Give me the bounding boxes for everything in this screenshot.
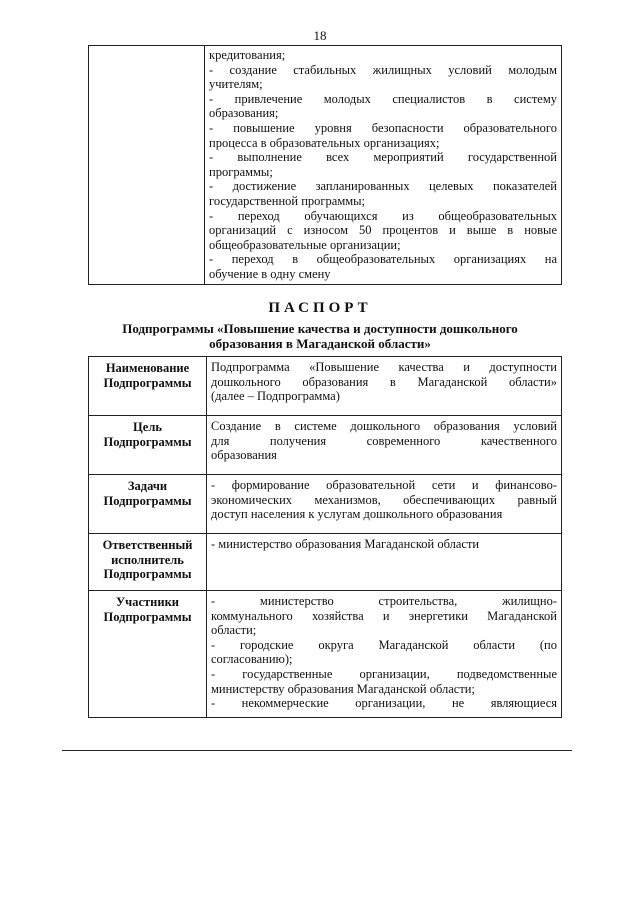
text-line: коммунального хозяйства и энергетики Магаданской [211,608,557,623]
table-row [89,591,562,718]
row-value [207,534,562,591]
label-line: Наименование [105,361,190,375]
passport-subtitle-line: Подпрограммы «Повышение качества и доступности дошкольного [122,321,518,336]
passport-table [88,356,562,718]
label-line: Подпрограммы [103,493,192,508]
text-line: образования [211,448,277,463]
empty-label-cell [89,46,205,285]
text-line: для получения современного качественного [211,433,557,448]
row-label [89,357,207,416]
text-line: образования; [209,106,279,121]
row-value [207,416,562,475]
text-line: учителям; [209,77,263,92]
text-line: - формирование образовательной сети и финансово- [211,478,557,492]
passport-title: ПАСПОРТ [268,300,372,316]
text-line: согласованию); [211,652,293,667]
text-line: - министерство образования Магаданской области [211,537,480,551]
continued-content-cell [205,46,562,285]
row-label [89,475,207,534]
label-line: Задачи [127,479,168,493]
text-line: министерству образования Магаданской области; [211,681,475,696]
text-line: государственной программы; [209,193,366,208]
table-row [89,534,562,591]
row-value [207,475,562,534]
text-line: общеобразовательные организации; [209,237,401,252]
text-line: области; [211,623,257,638]
table-row [89,416,562,475]
table-row [89,46,562,285]
text-line: процесса в образовательных организациях; [209,135,440,150]
text-line: - создание стабильных жилищных условий молодым [209,62,557,77]
text-line: - выполнение всех мероприятий государственной [209,150,557,165]
continued-table [88,45,562,285]
label-line: Подпрограммы [103,375,192,390]
row-label [89,416,207,475]
page-number: 18 [313,28,327,43]
text-line: кредитования; [209,48,286,62]
label-line: Участники [116,595,179,609]
table-row [89,357,562,416]
label-line: Ответственный [102,538,193,552]
label-line: Подпрограммы [103,567,192,582]
page-divider [62,750,572,751]
text-line: Создание в системе дошкольного образования условий [211,419,557,433]
passport-subtitle-line: образования в Магаданской области» [209,336,431,351]
text-line: доступ населения к услугам дошкольного образования [211,507,503,522]
passport-heading [0,300,640,351]
label-line: Подпрограммы [103,434,192,449]
text-line: - городские округа Магаданской области (по [211,637,557,652]
row-value [207,591,562,718]
text-line: - переход в общеобразовательных организациях на [209,252,557,267]
text-line: обучение в одну смену [209,266,331,281]
label-line: Цель [133,420,162,434]
row-label [89,534,207,591]
table-row [89,475,562,534]
label-line: Подпрограммы [103,609,192,624]
text-line: программы; [209,164,273,179]
label-line: исполнитель [111,552,184,567]
text-line: - министерство строительства, жилищно- [211,594,557,608]
text-line: - достижение запланированных целевых показателей [209,179,557,194]
text-line: - некоммерческие организации, не являющиеся [211,696,557,711]
row-label [89,591,207,718]
text-line: Подпрограмма «Повышение качества и доступности [211,360,557,374]
text-line: дошкольного образования в Магаданской области» [211,374,557,389]
text-line: (далее – Подпрограмма) [211,389,340,404]
text-line: - повышение уровня безопасности образовательного [209,120,557,135]
text-line: экономических механизмов, обеспечивающих равный [211,492,557,507]
text-line: - привлечение молодых специалистов в систему [209,91,557,106]
text-line: - государственные организации, подведомственные [211,666,557,681]
text-line: - переход обучающихся из общеобразовательных [209,208,557,223]
row-value [207,357,562,416]
text-line: организаций с износом 50 процентов и выше в новые [209,223,557,238]
